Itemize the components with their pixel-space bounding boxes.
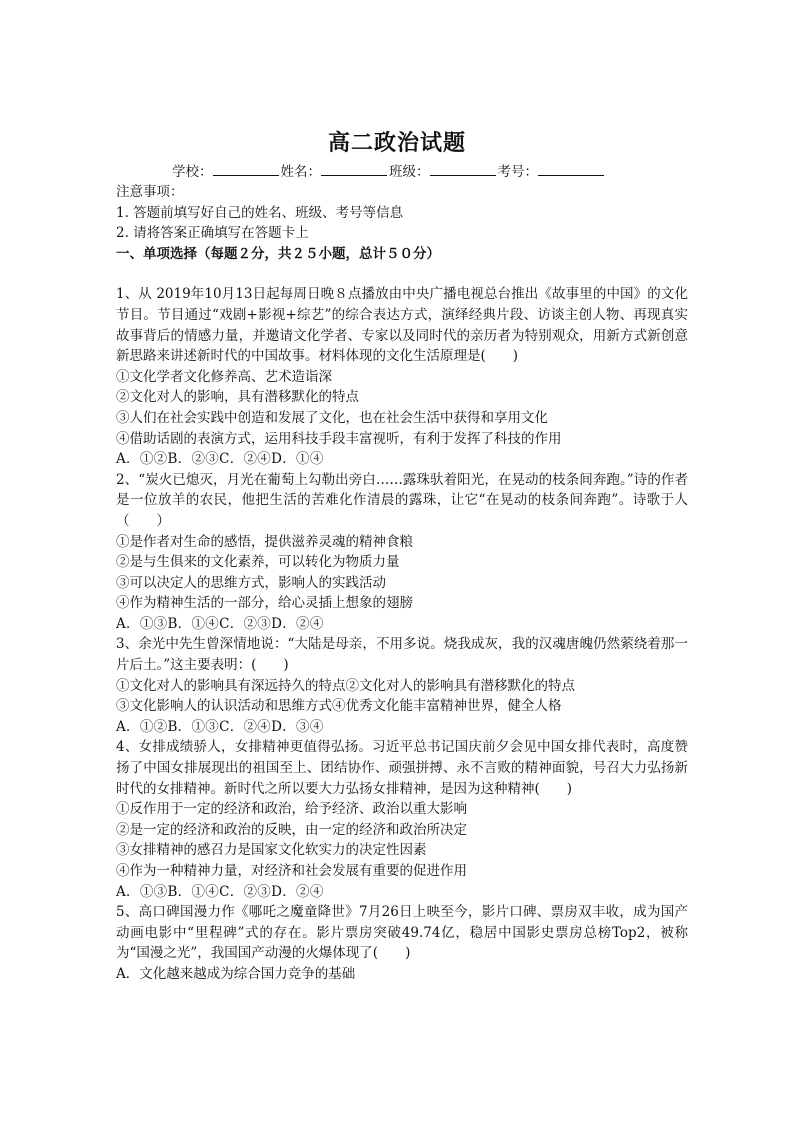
- question-4: [116, 737, 688, 902]
- answer-options: A．①②B．②③C．②④D．①④: [116, 451, 324, 468]
- question-stem: 5、高口碑国漫力作《哪吒之魔童降世》7月26日上映至今，影片口碑、票房双丰收，成为国产动画电影中“里程碑”式的存在。影片票房突破49.74亿，稳居中国影史票房总榜Top2，被称为“国漫之光”，我国国产动漫的火爆体现了( ): [116, 904, 688, 962]
- choice-item: ④作为一种精神力量，对经济和社会发展有重要的促进作用: [116, 863, 467, 879]
- answer-options: A．①③B．①④C．②③D．②④: [116, 883, 324, 900]
- school-label: 学校：: [172, 164, 213, 180]
- choice-item: ②是一定的经济和政治的反映，由一定的经济和政治所决定: [116, 821, 467, 838]
- section-heading: 一、单项选择（每题２分，共２５小题，总计５０分）: [116, 245, 440, 262]
- question-1: [116, 284, 688, 469]
- name-blank[interactable]: [321, 163, 387, 176]
- student-info-row: [172, 160, 606, 180]
- notes-header: 注意事项：: [116, 184, 184, 200]
- question-3: [116, 634, 688, 737]
- exam-content: [116, 182, 688, 985]
- choice-item: ④借助话剧的表演方式，运用科技手段丰富视听，有利于发挥了科技的作用: [116, 430, 562, 447]
- choice-item: ③女排精神的感召力是国家文化软实力的决定性因素: [116, 842, 427, 859]
- choice-item: ①文化学者文化修养高、艺术造诣深: [116, 368, 332, 385]
- choice-item: ①反作用于一定的经济和政治，给予经济、政治以重大影响: [116, 801, 467, 818]
- school-blank[interactable]: [213, 163, 279, 176]
- number-blank[interactable]: [538, 163, 604, 176]
- page-title: 高二政治试题: [327, 130, 466, 156]
- choice-item: ③文化影响人的认识活动和思维方式④优秀文化能丰富精神世界，健全人格: [116, 698, 562, 715]
- answer-options: A．①③B．①④C．②③D．②④: [116, 615, 324, 632]
- number-label: 考号：: [497, 164, 538, 180]
- question-stem: 3、余光中先生曾深情地说：“大陆是母亲，不用多说。烧我成灰，我的汉魂唐魄仍然萦绕着那一片后土。”这主要表明：( ): [116, 636, 688, 674]
- choice-item: ②文化对人的影响，具有潜移默化的特点: [116, 389, 359, 406]
- question-stem: 2、“炭火已熄灭，月光在葡萄上勾勒出旁白……露珠驮着阳光，在晃动的枝条间奔跑。”诗的作者是一位放羊的农民，他把生活的苦难化作清晨的露珠，让它“在晃动的枝条间奔跑”。诗歌于人（ ）: [116, 471, 688, 529]
- note-item: 2. 请将答案正确填写在答题卡上: [116, 225, 309, 242]
- note-item: 1. 答题前填写好自己的姓名、班级、考号等信息: [116, 204, 404, 221]
- choice-item: ①文化对人的影响具有深远持久的特点②文化对人的影响具有潜移默化的特点: [116, 677, 575, 694]
- class-blank[interactable]: [430, 163, 496, 176]
- question-5: [116, 902, 688, 984]
- question-2: [116, 470, 688, 635]
- class-label: 班级：: [389, 164, 430, 180]
- question-stem: 1、从 2019年10月13日起每周日晚８点播放由中央广播电视总台推出《故事里的中国》的文化节目。节目通过“戏剧+影视+综艺”的综合表达方式，演绎经典片段、访谈主创人物、再现真实故事背后的情感力量，并邀请文化学者、专家以及同时代的亲历者为特别观众，用新方式新创意新思路来讲述新时代的中国故事。材料体现的文化生活原理是( ): [116, 286, 688, 365]
- choice-item: ①是作者对生命的感悟，提供滋养灵魂的精神食粮: [116, 533, 413, 550]
- question-stem: 4、女排成绩骄人，女排精神更值得弘扬。习近平总书记国庆前夕会见中国女排代表时，高度赞扬了中国女排展现出的祖国至上、团结协作、顽强拼搏、永不言败的精神面貌，号召大力弘扬新时代的女排精神。新时代之所以要大力弘扬女排精神，是因为这种精神( ): [116, 739, 688, 797]
- answer-options: A．①②B．①③C．②④D．③④: [116, 718, 324, 735]
- spacer: [116, 264, 688, 284]
- choice-item: ③人们在社会实践中创造和发展了文化，也在社会生活中获得和享用文化: [116, 409, 548, 426]
- choice-item: ③可以决定人的思维方式，影响人的实践活动: [116, 574, 386, 591]
- choice-item: ④作为精神生活的一部分，给心灵插上想象的翅膀: [116, 595, 413, 612]
- name-label: 姓名：: [280, 164, 321, 180]
- choice-item: ②是与生俱来的文化素养，可以转化为物质力量: [116, 554, 400, 571]
- answer-option-a: A．文化越来越成为综合国力竞争的基础: [116, 965, 356, 982]
